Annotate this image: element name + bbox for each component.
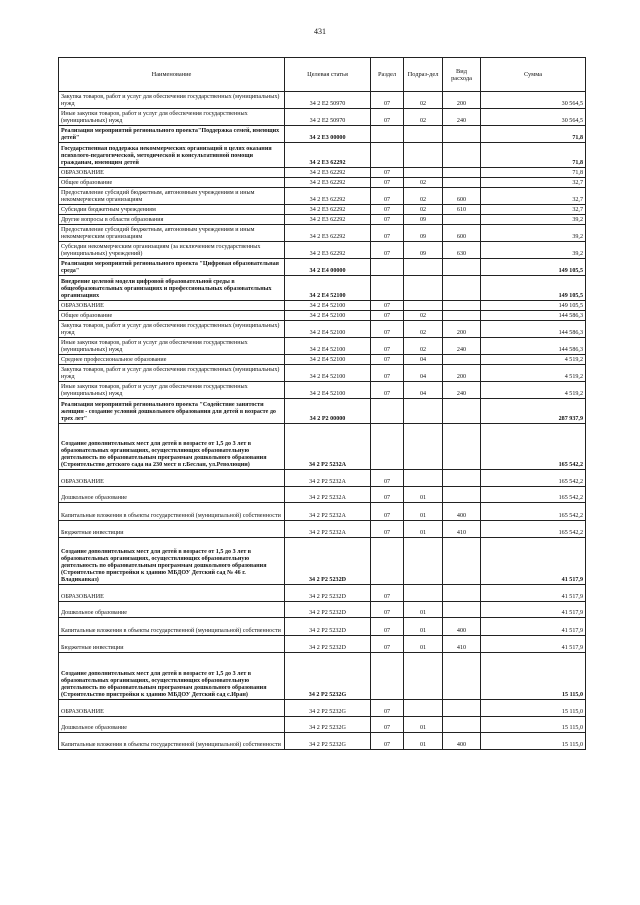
cell-expense-type [443, 143, 481, 168]
cell-name: Бюджетные инвестиции [59, 521, 285, 538]
table-row [59, 242, 586, 259]
cell-target-code: 34 2 E3 62292 [285, 188, 371, 205]
cell-target-code: 34 2 E2 50970 [285, 109, 371, 126]
cell-target-code: 34 2 P2 5232A [285, 470, 371, 487]
cell-expense-type [443, 276, 481, 301]
table-row [59, 188, 586, 205]
cell-target-code: 34 2 E3 62292 [285, 215, 371, 225]
cell-sum: 41 517,9 [481, 585, 586, 602]
cell-section: 07 [371, 636, 404, 653]
cell-subsection: 04 [404, 365, 443, 382]
cell-section: 07 [371, 215, 404, 225]
cell-subsection: 09 [404, 242, 443, 259]
cell-section [371, 259, 404, 276]
table-row [59, 259, 586, 276]
cell-subsection [404, 143, 443, 168]
cell-section: 07 [371, 301, 404, 311]
cell-section: 07 [371, 311, 404, 321]
cell-expense-type: 600 [443, 225, 481, 242]
cell-sum: 32,7 [481, 178, 586, 188]
cell-subsection: 09 [404, 215, 443, 225]
column-header-sum: Сумма [481, 58, 586, 92]
cell-subsection: 01 [404, 717, 443, 733]
cell-name: Государственная поддержка некоммерческих организаций в целях оказания психолого-педагогической, методической и консультативной помощи гражданам, имеющим детей [59, 143, 285, 168]
cell-name: ОБРАЗОВАНИЕ [59, 168, 285, 178]
cell-section: 07 [371, 205, 404, 215]
cell-sum: 4 519,2 [481, 355, 586, 365]
cell-sum: 15 115,0 [481, 733, 586, 750]
cell-target-code: 34 2 P2 5232D [285, 618, 371, 636]
cell-expense-type [443, 399, 481, 424]
cell-expense-type: 400 [443, 618, 481, 636]
cell-expense-type: 410 [443, 636, 481, 653]
cell-subsection [404, 424, 443, 470]
cell-expense-type: 200 [443, 321, 481, 338]
cell-target-code: 34 2 E4 52100 [285, 311, 371, 321]
cell-subsection: 02 [404, 338, 443, 355]
table-row [59, 301, 586, 311]
cell-sum: 41 517,9 [481, 636, 586, 653]
cell-subsection [404, 653, 443, 700]
cell-name: ОБРАЗОВАНИЕ [59, 470, 285, 487]
cell-target-code: 34 2 E3 62292 [285, 205, 371, 215]
cell-expense-type: 630 [443, 242, 481, 259]
table-row [59, 424, 586, 470]
cell-section: 07 [371, 382, 404, 399]
cell-sum: 149 105,5 [481, 301, 586, 311]
cell-target-code: 34 2 E3 62292 [285, 168, 371, 178]
cell-target-code: 34 2 E4 52100 [285, 355, 371, 365]
cell-sum: 287 937,9 [481, 399, 586, 424]
cell-section [371, 424, 404, 470]
budget-table [58, 57, 586, 750]
cell-subsection: 02 [404, 311, 443, 321]
cell-subsection: 02 [404, 92, 443, 109]
cell-expense-type: 200 [443, 365, 481, 382]
cell-expense-type: 240 [443, 109, 481, 126]
cell-section [371, 143, 404, 168]
cell-name: Дошкольное образование [59, 602, 285, 618]
cell-name: Капитальные вложения в объекты государственной (муниципальной) собственности [59, 733, 285, 750]
table-row [59, 399, 586, 424]
cell-section: 07 [371, 618, 404, 636]
cell-expense-type: 610 [443, 205, 481, 215]
cell-subsection: 09 [404, 225, 443, 242]
cell-subsection [404, 538, 443, 585]
cell-subsection [404, 470, 443, 487]
cell-name: Капитальные вложения в объекты государственной (муниципальной) собственности [59, 503, 285, 521]
page-number: 431 [314, 27, 326, 36]
cell-name: Реализация мероприятий регионального проекта "Цифровая образовательная среда" [59, 259, 285, 276]
cell-target-code: 34 2 P2 5232A [285, 521, 371, 538]
table-row [59, 205, 586, 215]
cell-expense-type [443, 538, 481, 585]
cell-name: Иные закупки товаров, работ и услуг для обеспечения государственных (муниципальных) нужд [59, 109, 285, 126]
cell-name: Иные закупки товаров, работ и услуг для обеспечения государственных (муниципальных) нужд [59, 338, 285, 355]
cell-subsection: 01 [404, 487, 443, 503]
cell-expense-type [443, 126, 481, 143]
cell-sum: 165 542,2 [481, 470, 586, 487]
cell-target-code: 34 2 P2 5232G [285, 700, 371, 717]
table-row [59, 276, 586, 301]
cell-name: Внедрение целевой модели цифровой образовательной среды в общеобразовательных организациях и профессиональных образовательных организациях [59, 276, 285, 301]
cell-sum: 71,8 [481, 168, 586, 178]
cell-expense-type: 200 [443, 92, 481, 109]
cell-subsection: 01 [404, 503, 443, 521]
cell-section: 07 [371, 365, 404, 382]
cell-section: 07 [371, 521, 404, 538]
cell-target-code: 34 2 P2 5232G [285, 653, 371, 700]
cell-expense-type [443, 700, 481, 717]
table-row [59, 585, 586, 602]
table-row [59, 636, 586, 653]
cell-sum: 30 564,5 [481, 109, 586, 126]
cell-target-code: 34 2 P2 5232D [285, 636, 371, 653]
table-row [59, 215, 586, 225]
cell-name: Среднее профессиональное образование [59, 355, 285, 365]
cell-expense-type: 240 [443, 382, 481, 399]
cell-sum: 149 105,5 [481, 276, 586, 301]
cell-name: Закупка товаров, работ и услуг для обеспечения государственных (муниципальных) нужд [59, 321, 285, 338]
cell-sum: 15 115,0 [481, 700, 586, 717]
cell-name: Бюджетные инвестиции [59, 636, 285, 653]
cell-section: 07 [371, 109, 404, 126]
cell-sum: 32,7 [481, 205, 586, 215]
cell-target-code: 34 2 E4 52100 [285, 301, 371, 311]
cell-subsection [404, 259, 443, 276]
cell-target-code: 34 2 P2 5232A [285, 424, 371, 470]
cell-subsection [404, 399, 443, 424]
cell-expense-type [443, 301, 481, 311]
table-row [59, 168, 586, 178]
cell-sum: 39,2 [481, 225, 586, 242]
cell-section [371, 538, 404, 585]
cell-name: Создание дополнительных мест для детей в возрасте от 1,5 до 3 лет в образовательных организациях, осуществляющих образовательную деятельность по образовательным программам дошкольного образования (Строительство пристройки к зданию МБДОУ Детский сад с.Иран) [59, 653, 285, 700]
cell-expense-type [443, 585, 481, 602]
cell-sum: 41 517,9 [481, 602, 586, 618]
cell-target-code: 34 2 E4 52100 [285, 276, 371, 301]
cell-sum: 4 519,2 [481, 365, 586, 382]
cell-section [371, 399, 404, 424]
cell-section: 07 [371, 338, 404, 355]
cell-section: 07 [371, 188, 404, 205]
cell-target-code: 34 2 E3 00000 [285, 126, 371, 143]
table-row [59, 92, 586, 109]
cell-target-code: 34 2 E4 52100 [285, 365, 371, 382]
cell-name: Предоставление субсидий бюджетным, автономным учреждениям и иным некоммерческим организациям [59, 188, 285, 205]
cell-name: Дошкольное образование [59, 487, 285, 503]
cell-subsection: 04 [404, 355, 443, 365]
cell-subsection: 01 [404, 602, 443, 618]
cell-section: 07 [371, 225, 404, 242]
table-row [59, 225, 586, 242]
cell-sum: 144 586,3 [481, 338, 586, 355]
cell-target-code: 34 2 E3 62292 [285, 225, 371, 242]
cell-expense-type: 240 [443, 338, 481, 355]
cell-sum: 41 517,9 [481, 618, 586, 636]
cell-sum: 165 542,2 [481, 424, 586, 470]
table-row [59, 733, 586, 750]
cell-name: Капитальные вложения в объекты государственной (муниципальной) собственности [59, 618, 285, 636]
cell-subsection [404, 585, 443, 602]
cell-subsection [404, 126, 443, 143]
cell-name: ОБРАЗОВАНИЕ [59, 585, 285, 602]
column-header-code: Целевая статья [285, 58, 371, 92]
cell-subsection: 02 [404, 109, 443, 126]
table-row [59, 338, 586, 355]
cell-expense-type [443, 717, 481, 733]
table-row [59, 365, 586, 382]
cell-expense-type [443, 215, 481, 225]
cell-expense-type: 600 [443, 188, 481, 205]
cell-name: Реализация мероприятий регионального проекта"Поддержка семей, имеющих детей" [59, 126, 285, 143]
cell-target-code: 34 2 E4 00000 [285, 259, 371, 276]
table-row [59, 126, 586, 143]
cell-section: 07 [371, 602, 404, 618]
cell-subsection [404, 301, 443, 311]
table-row [59, 321, 586, 338]
cell-expense-type [443, 653, 481, 700]
table-row [59, 602, 586, 618]
cell-section: 07 [371, 717, 404, 733]
cell-name: Закупка товаров, работ и услуг для обеспечения государственных (муниципальных) нужд [59, 92, 285, 109]
cell-sum: 41 517,9 [481, 538, 586, 585]
cell-target-code: 34 2 P2 5232G [285, 733, 371, 750]
cell-expense-type [443, 487, 481, 503]
table-row [59, 717, 586, 733]
table-row [59, 355, 586, 365]
cell-section: 07 [371, 503, 404, 521]
cell-target-code: 34 2 E3 62292 [285, 242, 371, 259]
table-row [59, 521, 586, 538]
cell-subsection: 02 [404, 205, 443, 215]
column-header-expense-type: Вид расхода [443, 58, 481, 92]
cell-sum: 165 542,2 [481, 521, 586, 538]
cell-target-code: 34 2 P2 5232G [285, 717, 371, 733]
cell-section [371, 126, 404, 143]
cell-name: Иные закупки товаров, работ и услуг для обеспечения государственных (муниципальных) нужд [59, 382, 285, 399]
cell-name: Предоставление субсидий бюджетным, автономным учреждениям и иным некоммерческим организациям [59, 225, 285, 242]
cell-name: Закупка товаров, работ и услуг для обеспечения государственных (муниципальных) нужд [59, 365, 285, 382]
table-row [59, 503, 586, 521]
table-body [59, 92, 586, 750]
table-row [59, 618, 586, 636]
cell-expense-type [443, 178, 481, 188]
cell-sum: 15 115,0 [481, 653, 586, 700]
table-row [59, 311, 586, 321]
cell-name: Общее образование [59, 311, 285, 321]
cell-section: 07 [371, 92, 404, 109]
table-row [59, 178, 586, 188]
cell-sum: 71,8 [481, 126, 586, 143]
cell-section: 07 [371, 585, 404, 602]
cell-expense-type [443, 424, 481, 470]
cell-target-code: 34 2 P2 5232A [285, 503, 371, 521]
cell-sum: 30 564,5 [481, 92, 586, 109]
cell-name: Создание дополнительных мест для детей в возрасте от 1,5 до 3 лет в образовательных организациях, осуществляющих образовательную деятельность по образовательным программам дошкольного образования (Строительство пристройки к зданию МБДОУ Детский сад № 46 г. Владикавказ) [59, 538, 285, 585]
cell-section: 07 [371, 470, 404, 487]
cell-target-code: 34 2 E3 62292 [285, 178, 371, 188]
cell-section: 07 [371, 242, 404, 259]
table-header [59, 58, 586, 92]
cell-section: 07 [371, 355, 404, 365]
cell-sum: 165 542,2 [481, 487, 586, 503]
cell-section: 07 [371, 178, 404, 188]
cell-expense-type: 410 [443, 521, 481, 538]
cell-name: Субсидии некоммерческим организациям (за исключением государственных (муниципальных) учреждений) [59, 242, 285, 259]
cell-subsection [404, 168, 443, 178]
column-header-section: Раздел [371, 58, 404, 92]
cell-section: 07 [371, 487, 404, 503]
cell-expense-type [443, 311, 481, 321]
cell-subsection [404, 700, 443, 717]
table-row [59, 538, 586, 585]
cell-name: Дошкольное образование [59, 717, 285, 733]
cell-name: ОБРАЗОВАНИЕ [59, 700, 285, 717]
cell-name: Реализация мероприятий регионального проекта "Содействие занятости женщин - создание условий дошкольного образования для детей в возрасте до трех лет" [59, 399, 285, 424]
cell-expense-type: 400 [443, 733, 481, 750]
cell-sum: 165 542,2 [481, 503, 586, 521]
cell-subsection: 01 [404, 521, 443, 538]
cell-target-code: 34 2 P2 5232D [285, 602, 371, 618]
cell-target-code: 34 2 P2 5232A [285, 487, 371, 503]
cell-expense-type [443, 470, 481, 487]
cell-expense-type [443, 355, 481, 365]
cell-subsection: 04 [404, 382, 443, 399]
cell-sum: 4 519,2 [481, 382, 586, 399]
cell-sum: 15 115,0 [481, 717, 586, 733]
cell-section [371, 653, 404, 700]
cell-sum: 39,2 [481, 215, 586, 225]
cell-subsection: 01 [404, 733, 443, 750]
cell-expense-type [443, 168, 481, 178]
cell-sum: 144 586,3 [481, 321, 586, 338]
cell-target-code: 34 2 E4 52100 [285, 382, 371, 399]
cell-subsection: 01 [404, 618, 443, 636]
table-row [59, 487, 586, 503]
cell-sum: 144 586,3 [481, 311, 586, 321]
cell-subsection: 02 [404, 188, 443, 205]
table-row [59, 470, 586, 487]
table-row [59, 700, 586, 717]
cell-section [371, 276, 404, 301]
cell-target-code: 34 2 P2 00000 [285, 399, 371, 424]
cell-target-code: 34 2 E4 52100 [285, 321, 371, 338]
cell-target-code: 34 2 P2 5232D [285, 538, 371, 585]
cell-name: Другие вопросы в области образования [59, 215, 285, 225]
cell-expense-type [443, 259, 481, 276]
cell-sum: 71,8 [481, 143, 586, 168]
cell-section: 07 [371, 700, 404, 717]
cell-target-code: 34 2 E4 52100 [285, 338, 371, 355]
cell-expense-type: 400 [443, 503, 481, 521]
cell-subsection: 02 [404, 321, 443, 338]
cell-sum: 39,2 [481, 242, 586, 259]
cell-target-code: 34 2 P2 5232D [285, 585, 371, 602]
cell-section: 07 [371, 321, 404, 338]
cell-sum: 149 105,5 [481, 259, 586, 276]
cell-section: 07 [371, 168, 404, 178]
cell-name: Субсидии бюджетным учреждениям [59, 205, 285, 215]
column-header-subsection: Подраз-дел [404, 58, 443, 92]
table-row [59, 143, 586, 168]
cell-subsection: 02 [404, 178, 443, 188]
cell-expense-type [443, 602, 481, 618]
cell-subsection [404, 276, 443, 301]
cell-name: Создание дополнительных мест для детей в возрасте от 1,5 до 3 лет в образовательных организациях, осуществляющих образовательную деятельность по образовательным программам дошкольного образования (Строительство детского сада на 230 мест в г.Беслан, ул.Революции) [59, 424, 285, 470]
table-row [59, 109, 586, 126]
cell-target-code: 34 2 E3 62292 [285, 143, 371, 168]
cell-name: Общее образование [59, 178, 285, 188]
table-row [59, 653, 586, 700]
column-header-name: Наименование [59, 58, 285, 92]
cell-name: ОБРАЗОВАНИЕ [59, 301, 285, 311]
cell-subsection: 01 [404, 636, 443, 653]
cell-sum: 32,7 [481, 188, 586, 205]
cell-section: 07 [371, 733, 404, 750]
cell-target-code: 34 2 E2 50970 [285, 92, 371, 109]
table-row [59, 382, 586, 399]
